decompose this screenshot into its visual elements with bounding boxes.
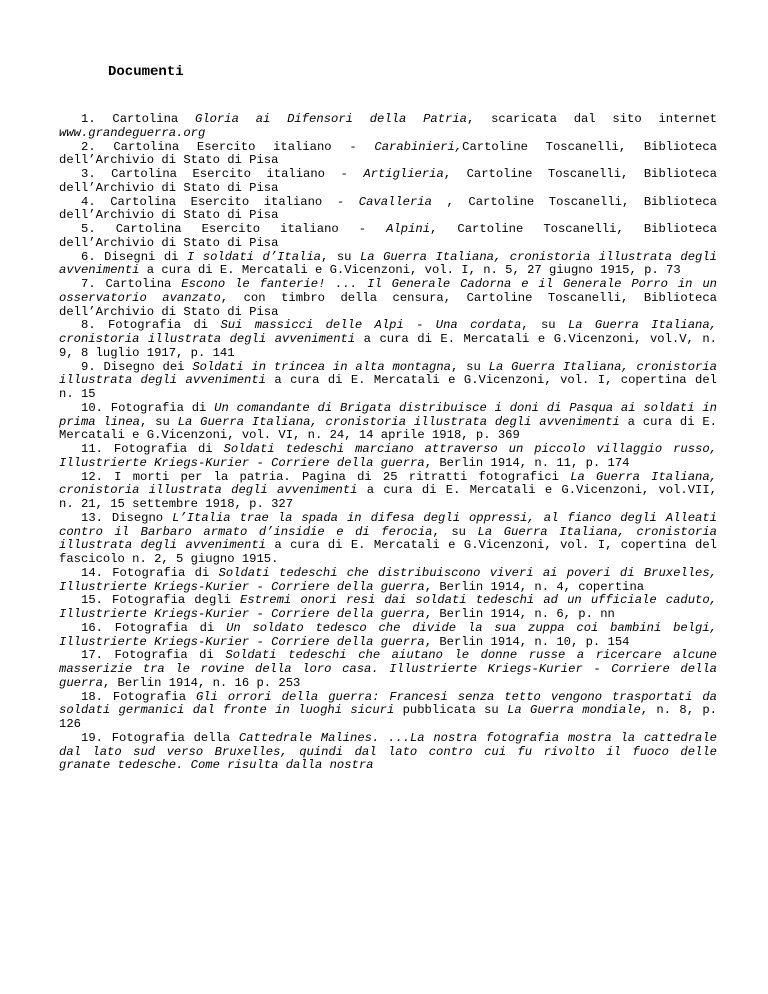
- list-item: [59, 196, 717, 224]
- entry-italic-text: La Guerra Italiana, cronistoria illustrata degli avvenimenti: [59, 249, 717, 278]
- entry-text: 4. Cartolina Esercito italiano -: [81, 194, 359, 209]
- entry-text: , Cartoline Toscanelli, Biblioteca dell’Archivio di Stato di Pisa: [59, 194, 717, 223]
- list-item: [59, 361, 717, 402]
- entry-text: 7. Cartolina: [81, 277, 182, 291]
- entry-text: 10. Fotografia di: [81, 400, 215, 415]
- entry-text: , su: [432, 524, 478, 539]
- entry-text: , su: [140, 414, 178, 429]
- list-item: [59, 594, 717, 622]
- entry-italic-text: La Guerra Italiana, cronistoria illustrata degli avvenimenti: [59, 469, 717, 498]
- entry-text: 12. I morti per la patria. Pagina di 25 ritratti fotografici: [81, 469, 571, 484]
- list-item: [59, 649, 717, 690]
- list-item: [59, 471, 717, 512]
- entry-text: a cura di E. Mercatali e G.Vicenzoni, vol.V, n. 9, 8 luglio 1917, p. 141: [59, 332, 717, 360]
- entry-text: 2. Cartolina Esercito italiano -: [81, 139, 375, 154]
- entry-text: 8. Fotografia di: [81, 318, 221, 333]
- entry-italic-text: Soldati tedeschi che distribuiscono viveri ai poveri di Bruxelles, Illustrierte Kriegs-Kurier - Corriere della guerra: [59, 565, 717, 594]
- entry-text: 6. Disegni di: [81, 249, 187, 264]
- entry-text: a cura di E. Mercatali e G.Vicenzoni, vol.VII, n. 21, 15 settembre 1918, p. 327: [59, 483, 717, 511]
- list-item: [59, 278, 717, 319]
- document-list: [59, 113, 717, 773]
- entry-italic-text: Escono le fanterie! ... Il Generale Cadorna e il Generale Porro in un osservatorio avanzato: [59, 277, 717, 305]
- list-item: [59, 622, 717, 650]
- entry-text: 18. Fotografia: [81, 689, 196, 704]
- entry-italic-text: La Guerra Italiana, cronistoria illustrata degli avvenimenti: [59, 359, 717, 388]
- entry-text: a cura di E. Mercatali e G.Vicenzoni, vol. I, n. 5, 27 giugno 1915, p. 73: [139, 263, 681, 278]
- entry-italic-text: Gli orrori della guerra: Francesi senza tetto vengono trasportati da soldati germanici dal fronte in luoghi sicuri: [59, 689, 717, 718]
- entry-text: 15. Fotografia degli: [81, 593, 240, 608]
- entry-italic-text: La Guerra Italiana, cronistoria illustrata degli avvenimenti: [59, 318, 717, 346]
- entry-text: , Berlin 1914, n. 11, p. 174: [424, 455, 630, 470]
- entry-text: 11. Fotografia di: [81, 442, 224, 456]
- entry-text: 16. Fotografia di: [81, 620, 227, 635]
- list-item: [59, 168, 717, 196]
- entry-text: , Cartoline Toscanelli, Biblioteca dell’Archivio di Stato di Pisa: [59, 167, 717, 195]
- entry-text: 9. Disegno dei: [81, 359, 193, 374]
- entry-text: , su: [451, 359, 489, 374]
- entry-text: , scaricata dal sito internet: [466, 112, 717, 126]
- entry-text: , Berlin 1914, n. 6, p. nn: [424, 607, 615, 621]
- entry-italic-text: Soldati in trincea in alta montagna: [192, 359, 451, 374]
- entry-text: , Berlin 1914, n. 16 p. 253: [102, 675, 301, 690]
- entry-italic-text: La Guerra Italiana, cronistoria illustrata degli avvenimenti: [177, 414, 620, 429]
- entry-text: , su: [521, 318, 568, 333]
- list-item: [59, 443, 717, 471]
- entry-text: a cura di E. Mercatali e G.Vicenzoni, vol. VI, n. 24, 14 aprile 1918, p. 369: [59, 414, 718, 443]
- list-item: [59, 567, 717, 595]
- entry-text: a cura di E. Mercatali e G.Vicenzoni, vol. I, copertina del n. 15: [59, 373, 717, 401]
- entry-text: Cartoline Toscanelli, Biblioteca dell’Archivio di Stato di Pisa: [59, 139, 717, 168]
- entry-italic-text: Carabinieri,: [374, 139, 463, 154]
- list-item: [59, 141, 717, 169]
- entry-text: 13. Disegno: [81, 510, 173, 525]
- entry-italic-text: Un soldato tedesco che divide la sua zuppa coi bambini belgi, Illustrierte Kriegs-Kurier - Corriere della guerra: [59, 620, 717, 649]
- entry-text: 14. Fotografia di: [81, 565, 219, 580]
- page-title: Documenti: [108, 64, 184, 80]
- entry-text: , Berlin 1914, n. 4, copertina: [424, 579, 645, 594]
- entry-italic-text: Alpini: [386, 222, 431, 236]
- list-item: [59, 732, 717, 773]
- entry-italic-text: I soldati d’Italia: [186, 249, 321, 264]
- entry-text: , Cartoline Toscanelli, Biblioteca dell’Archivio di Stato di Pisa: [59, 222, 717, 250]
- entry-italic-text: Artiglieria: [363, 167, 444, 181]
- list-item: [59, 319, 717, 360]
- list-item: [59, 691, 717, 732]
- entry-italic-text: L’Italia trae la spada in difesa degli oppressi, al fianco degli Alleati contro il Barbaro armato d’insidie e di ferocia: [59, 510, 717, 539]
- entry-italic-text: Cattedrale Malines. ...La nostra fotografia mostra la cattedrale dal lato sud verso Bruxelles, quindi dal lato contro cui fu rivolto il fuoco delle granate tedesche. Come risulta dalla nostra: [59, 730, 717, 773]
- entry-italic-text: Sui massicci delle Alpi - Una cordata: [220, 318, 522, 333]
- entry-text: 1. Cartolina: [81, 112, 196, 126]
- entry-text: , n. 8, p. 126: [59, 703, 717, 731]
- entry-text: , Berlin 1914, n. 10, p. 154: [424, 634, 630, 649]
- entry-italic-text: www.grandeguerra.org: [59, 125, 206, 140]
- entry-italic-text: Soldati tedeschi marciano attraverso un piccolo villaggio russo, Illustrierte Kriegs-Kurier - Corriere della guerra: [59, 442, 717, 470]
- entry-text: a cura di E. Mercatali e G.Vicenzoni, vol. I, copertina del fascicolo n. 2, 5 giugno 1915.: [59, 538, 717, 566]
- entry-text: 3. Cartolina Esercito italiano -: [81, 167, 364, 181]
- entry-text: 17. Fotografia di: [81, 648, 226, 663]
- list-item: [59, 113, 717, 141]
- list-item: [59, 402, 717, 443]
- list-item: [59, 512, 717, 567]
- entry-italic-text: Soldati tedeschi che aiutano le donne russe a ricercare alcune masserizie tra le rovine della loro casa. Illustrierte Kriegs-Kurier - Corriere della guerra: [59, 648, 717, 690]
- entry-italic-text: Estremi onori resi dai soldati tedeschi ad un ufficiale caduto, Illustrierte Kriegs-Kurier - Corriere della guerra: [59, 593, 717, 621]
- entry-italic-text: Cavalleria: [358, 194, 432, 209]
- entry-italic-text: Gloria ai Difensori della Patria: [195, 112, 467, 126]
- entry-text: 5. Cartolina Esercito italiano -: [81, 222, 387, 236]
- entry-italic-text: La Guerra mondiale: [507, 703, 641, 718]
- entry-italic-text: La Guerra Italiana, cronistoria illustrata degli avvenimenti: [59, 524, 717, 553]
- list-item: [59, 251, 717, 279]
- entry-text: , con timbro della censura, Cartoline Toscanelli, Biblioteca dell’Archivio di Stato di Pisa: [59, 290, 717, 319]
- entry-text: , su: [321, 249, 360, 264]
- entry-italic-text: Un comandante di Brigata distribuisce i doni di Pasqua ai soldati in prima linea: [59, 400, 717, 429]
- list-item: [59, 223, 717, 251]
- entry-text: pubblicata su: [394, 703, 508, 718]
- entry-text: 19. Fotografia della: [81, 730, 239, 745]
